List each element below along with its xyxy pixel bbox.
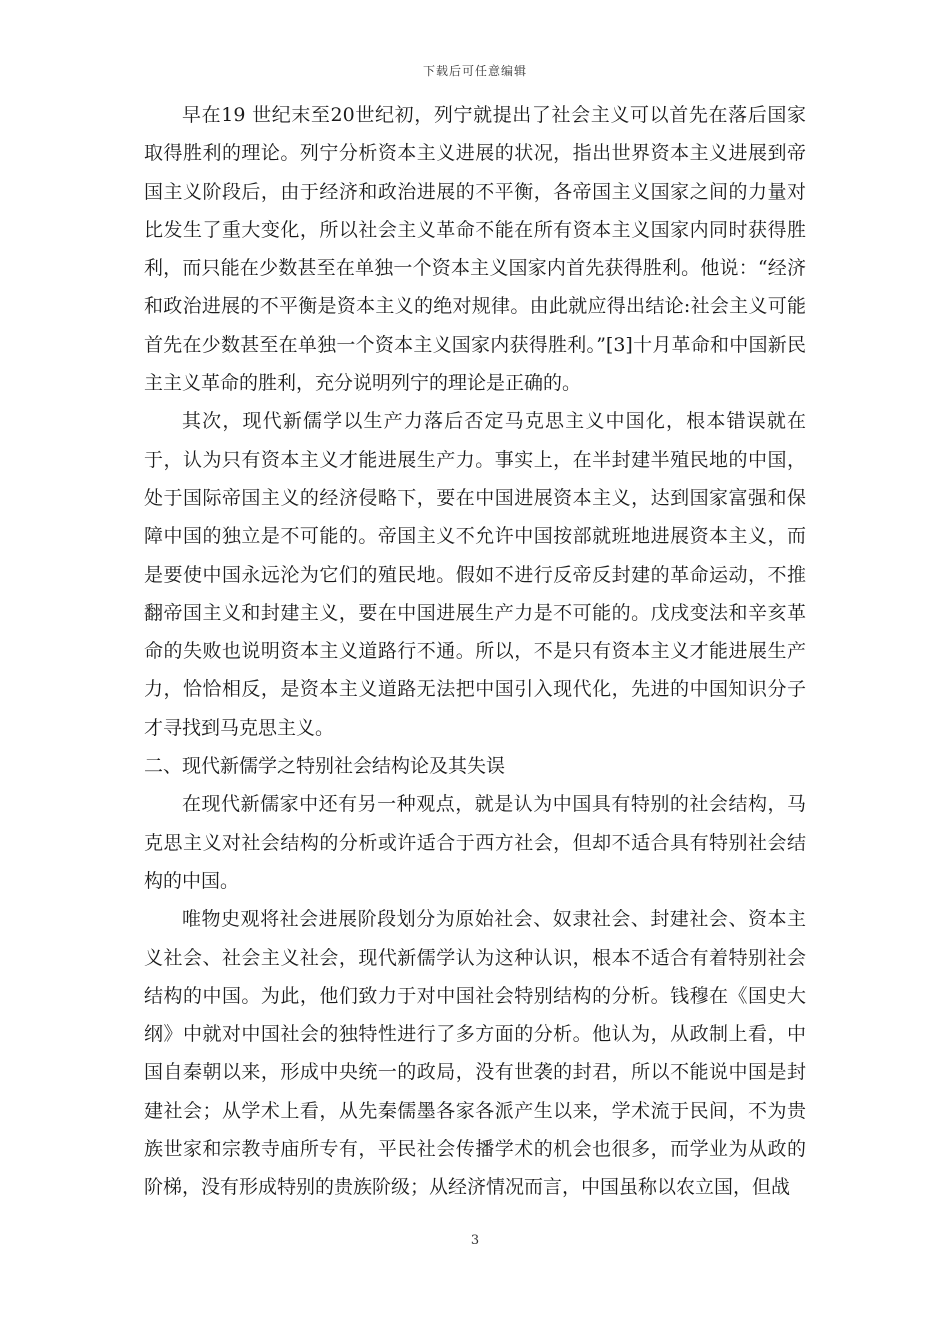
section-heading: 二、现代新儒学之特别社会结构论及其失误 <box>144 755 506 778</box>
paragraph-productivity-argument: 其次，现代新儒学以生产力落后否定马克思主义中国化，根本错误就在于，认为只有资本主义才能进展生产力。事实上，在半封建半殖民地的中国，处于国际帝国主义的经济侵略下，要在中国进展资本主义，达到国家富强和保障中国的独立是不可能的。帝国主义不允许中国按部就班地进展资本主义，而是要使中国永远沦为它们的殖民地。假如不进行反帝反封建的革命运动，不推翻帝国主义和封建主义，要在中国进展生产力是不可能的。戊戌变法和辛亥革命的失败也说明资本主义道路行不通。所以，不是只有资本主义才能进展生产力，恰恰相反，是资本主义道路无法把中国引入现代化，先进的中国知识分子才寻找到马克思主义。 <box>144 410 806 739</box>
document-body <box>144 96 806 1207</box>
paragraph-lenin-theory: 早在19 世纪末至20世纪初，列宁就提出了社会主义可以首先在落后国家取得胜利的理论。列宁分析资本主义进展的状况，指出世界资本主义进展到帝国主义阶段后，由于经济和政治进展的不平衡，各帝国主义国家之间的力量对比发生了重大变化，所以社会主义革命不能在所有资本主义国家内同时获得胜利，而只能在少数甚至在单独一个资本主义国家内首先获得胜利。他说：“经济和政治进展的不平衡是资本主义的绝对规律。由此就应得出结论:社会主义可能首先在少数甚至在单独一个资本主义国家内获得胜利。”[3]十月革命和中国新民主主义革命的胜利，充分说明列宁的理论是正确的。 <box>144 104 806 395</box>
page-header: 下载后可任意编辑 <box>422 64 527 78</box>
paragraph-historical-materialism: 唯物史观将社会进展阶段划分为原始社会、奴隶社会、封建社会、资本主义社会、社会主义社会，现代新儒学认为这种认识，根本不适合有着特别社会结构的中国。为此，他们致力于对中国社会特别结构的分析。钱穆在《国史大纲》中就对中国社会的独特性进行了多方面的分析。他认为，从政制上看，中国自秦朝以来，形成中央统一的政局，没有世袭的封君，所以不能说中国是封建社会；从学术上看，从先秦儒墨各家各派产生以来，学术流于民间，不为贵族世家和宗教寺庙所专有，平民社会传播学术的机会也很多，而学业为从政的阶梯，没有形成特别的贵族阶级；从经济情况而言，中国虽称以农立国，但战 <box>144 908 806 1199</box>
paragraph-special-structure: 在现代新儒家中还有另一种观点，就是认为中国具有特别的社会结构，马克思主义对社会结构的分析或许适合于西方社会，但却不适合具有特别社会结构的中国。 <box>144 793 806 892</box>
page-number: 3 <box>470 1233 480 1248</box>
